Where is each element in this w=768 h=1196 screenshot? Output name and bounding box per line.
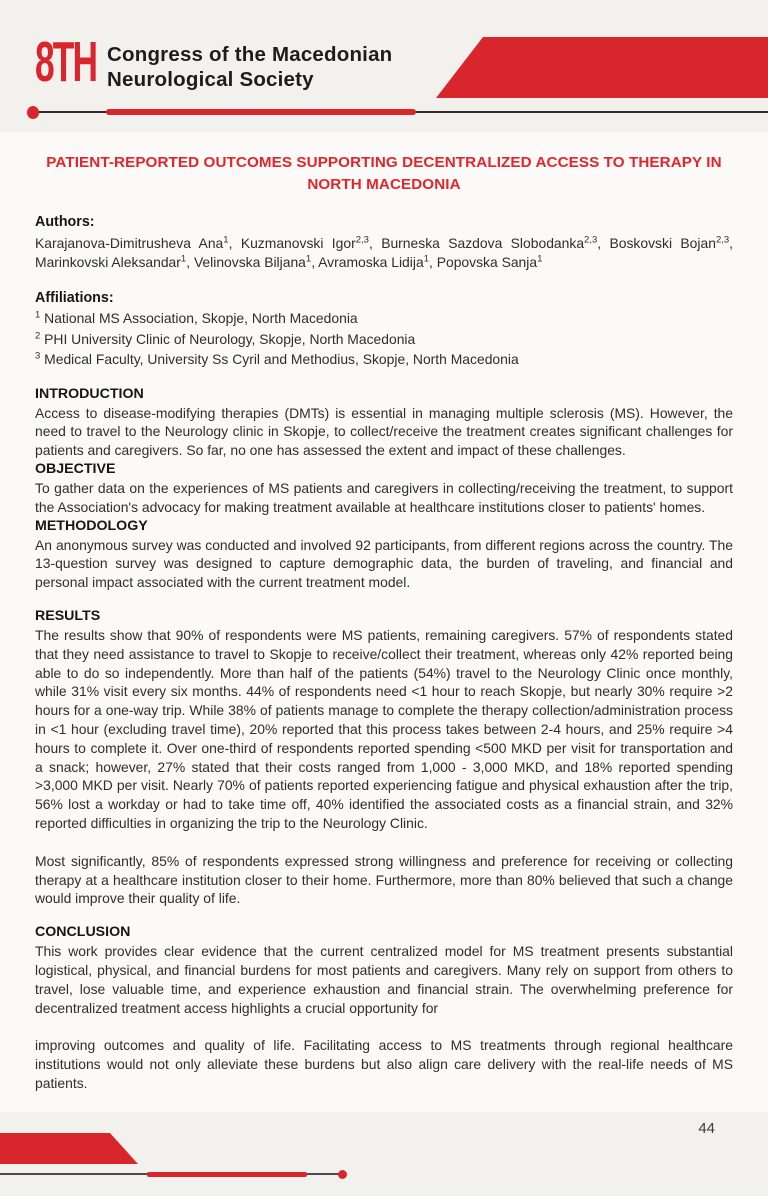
- affiliation-sup: 3: [35, 350, 41, 362]
- section-heading: OBJECTIVE: [35, 461, 116, 478]
- author-name: Karajanova-Dimitrusheva Ana: [35, 234, 224, 251]
- author-affiliation-sup: 1: [537, 252, 543, 264]
- affiliations-block: [35, 289, 733, 369]
- congress-name-line2: Neurological Society: [107, 68, 314, 91]
- section-paragraph: Access to disease-modifying therapies (DMTs) is essential in managing multiple sclerosis (MS). However, the need to travel to the Neurology clinic in Skopje, to collect/receive the treatment creates significant challenges for patients and caregivers. So far, no one has assessed the extent and impact of these challenges.: [35, 404, 733, 459]
- affiliation-sup: 2: [35, 330, 41, 342]
- section-heading: INTRODUCTION: [35, 385, 144, 402]
- affiliation-item: $^3$ Medical Faculty, University Ss Cyril and Methodius, Skopje, North Macedonia: [35, 350, 519, 368]
- author-name: Velinovska Biljana: [193, 253, 306, 270]
- section-heading: RESULTS: [35, 608, 101, 625]
- divider-red-segment: [106, 109, 416, 115]
- author-name: Boskovski Bojan: [609, 234, 716, 251]
- author-name: Marinkovski Aleksandar: [35, 253, 181, 270]
- author-affiliation-sup: 1: [423, 252, 429, 264]
- authors-line: Karajanova-Dimitrusheva Ana$^1$, Kuzmanovski Igor$^{2,3}$, Burneska Sazdova Slobodanka$^{2,3}$, Boskovski Bojan$^{2,3}$, Marinkovski Aleksandar$^1$, Velinovska Biljana$^1$, Avramoska Lidija$^1$, Popovska Sanja$^1$: [35, 234, 734, 270]
- congress-name: [107, 42, 392, 92]
- page-footer: [0, 1112, 768, 1196]
- authors-block: [35, 213, 733, 271]
- affiliations-list: [35, 308, 733, 370]
- sections: [35, 385, 733, 1093]
- section-paragraph: Most significantly, 85% of respondents expressed strong willingness and preference for receiving or collecting therapy at a healthcare institution closer to their home. Furthermore, more than 80% believed that such a change would improve their quality of life.: [35, 852, 733, 907]
- authors-label: Authors:: [35, 214, 95, 230]
- section-paragraph: To gather data on the experiences of MS patients and caregivers in collecting/receiving the treatment, to support the Association's advocacy for making treatment available at healthcare institutions closer to patients' homes.: [35, 480, 733, 515]
- affiliations-label: Affiliations:: [35, 290, 114, 307]
- section-conclusion: [35, 923, 733, 1093]
- section-introduction: [35, 385, 733, 460]
- abstract-title: PATIENT-REPORTED OUTCOMES SUPPORTING DECENTRALIZED ACCESS TO THERAPY IN NORTH MACEDONIA: [46, 154, 722, 193]
- divider-dot: [27, 106, 39, 119]
- section-methodology: [35, 517, 733, 592]
- section-paragraph: An anonymous survey was conducted and involved 92 participants, from different regions across the country. The 13-question survey was designed to capture demographic data, the burden of traveling, and financial and personal impact associated with the current treatment model.: [35, 536, 733, 591]
- author-affiliation-sup: 2,3: [584, 234, 598, 246]
- section-paragraph: improving outcomes and quality of life. Facilitating access to MS treatments through regional healthcare institutions would not only alleviate these burdens but also align care delivery with the real-life needs of MS patients.: [35, 1037, 733, 1091]
- affiliation-item: $^1$ National MS Association, Skopje, North Macedonia: [35, 309, 358, 327]
- section-results: [35, 607, 733, 908]
- congress-logo-8th: 8TH: [35, 30, 97, 94]
- congress-name-line1: Congress of the Macedonian: [107, 43, 393, 66]
- author-name: Avramoska Lidija: [318, 253, 424, 270]
- author-affiliation-sup: 2,3: [355, 234, 369, 246]
- affiliation-sup: 1: [35, 309, 41, 321]
- footer-divider-red-segment: [147, 1172, 307, 1177]
- author-affiliation-sup: 1: [180, 252, 187, 264]
- section-heading: METHODOLOGY: [35, 517, 148, 534]
- author-name: Burneska Sazdova Slobodanka: [381, 234, 585, 251]
- footer-divider: [0, 1169, 360, 1181]
- affiliation-item: $^2$ PHI University Clinic of Neurology, Skopje, North Macedonia: [35, 330, 416, 347]
- author-name: Kuzmanovski Igor: [240, 234, 356, 251]
- page-number: 44: [698, 1120, 715, 1137]
- author-affiliation-sup: 1: [305, 252, 312, 264]
- author-name: Popovska Sanja: [436, 253, 538, 270]
- author-affiliation-sup: 2,3: [715, 234, 730, 246]
- header-divider: [0, 105, 768, 119]
- section-objective: [35, 460, 733, 517]
- footer-divider-dot: [338, 1170, 347, 1179]
- abstract-content: [0, 132, 768, 1112]
- section-paragraph: The results show that 90% of respondents were MS patients, remaining caregivers. 57% of respondents stated that they need assistance to travel to Skopje to receive/collect their treatment, whereas only 42% reported being able to do so independently. More than half of the patients (54%) travel to the Neurology Clinic once monthly, while 31% visit every six months. 44% of respondents need <1 hour to reach Skopje, but nearly 30% require >2 hours for a one-way trip. While 38% of patients manage to complete the therapy collection/administration process in <1 hour (excluding travel time), 20% reported that this process takes between 2-4 hours, and 25% require >4 hours to complete it. Over one-third of respondents reported spending <500 MKD per visit for transportation and a snack; however, 27% stated that their costs ranged from 1,000 - 3,000 MKD, and 18% reported spending >3,000 MKD per visit. Nearly 70% of patients reported experiencing fatigue and physical exhaustion after the trip, 56% lost a workday or had to take time off, 40% identified the associated costs as a financial strain, and 32% reported difficulties in organizing the trip to the Neurology Clinic.: [35, 627, 733, 832]
- author-affiliation-sup: 1: [223, 234, 229, 246]
- red-footer-shape: [0, 1133, 138, 1164]
- red-banner-shape: [436, 37, 768, 98]
- section-heading: CONCLUSION: [35, 924, 131, 941]
- section-paragraph: This work provides clear evidence that the current centralized model for MS treatment presents substantial logistical, physical, and financial burdens for most patients and caregivers. Many rely on support from others to travel, lose valuable time, and experience exhaustion and financial strain. The overwhelming preference for decentralized treatment access highlights a crucial opportunity for: [35, 943, 733, 1016]
